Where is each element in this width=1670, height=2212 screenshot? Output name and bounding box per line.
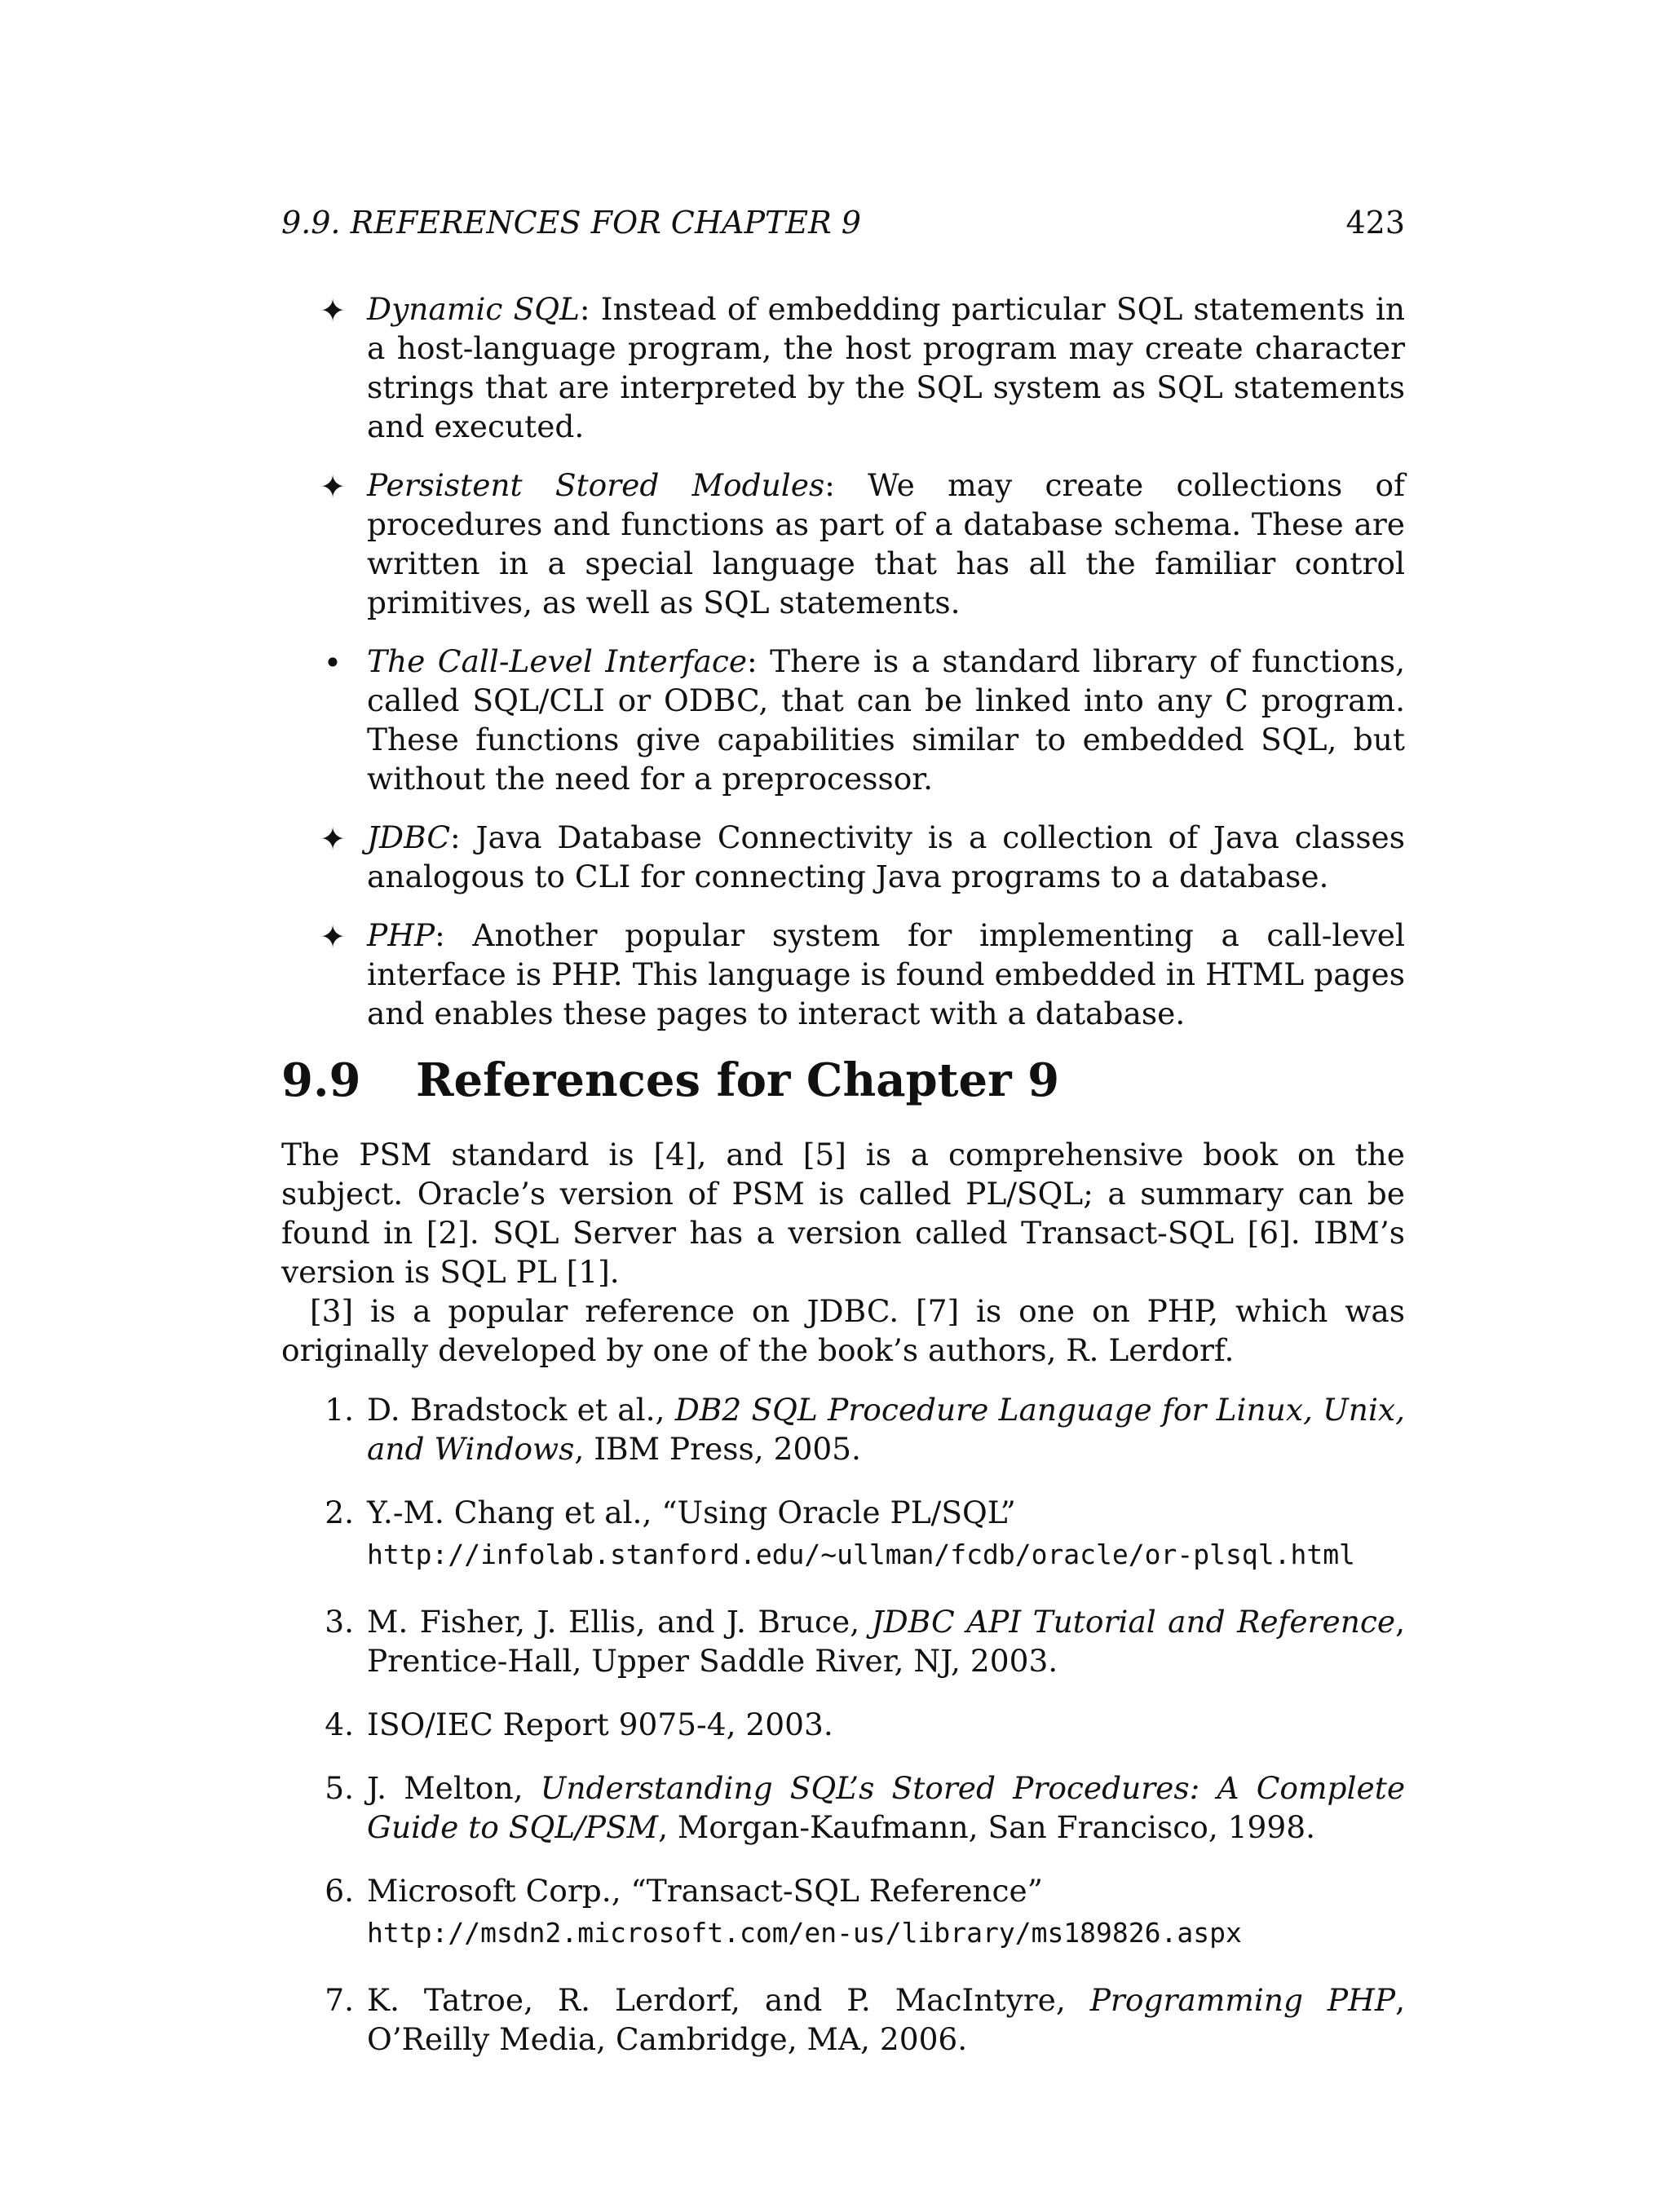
- bullet-term: Persistent Stored Modules: [367, 467, 825, 503]
- reference-authors: J. Melton,: [367, 1770, 541, 1806]
- reference-item: [310, 1602, 1405, 1680]
- section-number: 9.9: [281, 1053, 361, 1107]
- bullet-description: : We may create collections of procedures and functions as part of a database schema. These are written in a special language that has all the familiar control primitives, as well as SQL statements.: [367, 467, 1405, 620]
- reference-publisher: , IBM Press, 2005.: [574, 1431, 861, 1467]
- bullet-item-dynamic-sql: [310, 289, 1405, 446]
- reference-title: Understanding SQL’s Stored Procedures: A Complete Guide to SQL/PSM: [367, 1770, 1406, 1845]
- reference-item: [310, 1493, 1405, 1578]
- reference-item: [310, 1390, 1405, 1468]
- reference-authors: D. Bradstock et al.,: [367, 1392, 675, 1428]
- bullet-item-call-level-interface: [310, 642, 1405, 798]
- bullet-item-php: [310, 916, 1405, 1033]
- reference-authors: ISO/IEC Report 9075-4, 2003.: [367, 1706, 833, 1742]
- bullet-description: : Java Database Connectivity is a collection of Java classes analogous to CLI for connecting Java programs to a database.: [367, 819, 1405, 894]
- summary-bullet-list: [310, 289, 1405, 1053]
- reference-authors: Y.-M. Chang et al., “Using Oracle PL/SQL”: [367, 1495, 1016, 1530]
- reference-title: JDBC API Tutorial and Reference: [871, 1604, 1396, 1640]
- reference-number: 6.: [325, 1873, 354, 1909]
- page-number: 423: [1345, 205, 1405, 241]
- reference-publisher: , Prentice-Hall, Upper Saddle River, NJ, 2003.: [367, 1604, 1405, 1679]
- bullet-marker-icon: ✦: [320, 293, 346, 329]
- section-title: References for Chapter 9: [416, 1053, 1060, 1107]
- bullet-item-persistent-stored-modules: [310, 466, 1405, 622]
- running-head: [281, 202, 1405, 243]
- bullet-term: JDBC: [367, 819, 451, 855]
- bullet-text: [367, 818, 1405, 896]
- body-paragraph: [3] is a popular reference on JDBC. [7] is one on PHP, which was originally developed by one of the book’s authors, R. Lerdorf.: [281, 1293, 1405, 1368]
- bullet-text: [367, 466, 1405, 622]
- bullet-marker-icon: ✦: [320, 919, 346, 955]
- reference-title: DB2 SQL Procedure Language for Linux, Unix, and Windows: [367, 1392, 1406, 1467]
- reference-text: [367, 1705, 1405, 1744]
- bullet-description: : Instead of embedding particular SQL statements in a host-language program, the host program may create character strings that are interpreted by the SQL system as SQL statements and executed.: [367, 291, 1405, 444]
- reference-item: [310, 1871, 1405, 1956]
- running-head-title: 9.9. REFERENCES FOR CHAPTER 9: [281, 205, 861, 241]
- reference-title: Programming PHP: [1089, 1982, 1396, 2018]
- reference-list: [310, 1390, 1405, 2083]
- reference-number: 1.: [325, 1392, 354, 1428]
- bullet-term: The Call-Level Interface: [367, 643, 748, 679]
- bullet-term: Dynamic SQL: [367, 291, 580, 327]
- reference-number: 3.: [325, 1604, 354, 1640]
- reference-number: 5.: [325, 1770, 354, 1806]
- reference-url-link[interactable]: http://infolab.stanford.edu/~ullman/fcdb/oracle/or-plsql.html: [367, 1539, 1355, 1570]
- reference-authors: Microsoft Corp., “Transact-SQL Reference”: [367, 1873, 1043, 1909]
- bullet-description: : Another popular system for implementing a call-level interface is PHP. This language is found embedded in HTML pages and enables these pages to interact with a database.: [367, 917, 1405, 1031]
- bullet-term: PHP: [367, 917, 435, 953]
- reference-number: 4.: [325, 1706, 354, 1742]
- reference-item: [310, 1705, 1405, 1744]
- bullet-marker-icon: ✦: [320, 469, 346, 505]
- body-paragraph: The PSM standard is [4], and [5] is a comprehensive book on the subject. Oracle’s version of PSM is called PL/SQL; a summary can be found in [2]. SQL Server has a version called Transact-SQL [6]. IBM’s version is SQL PL [1].: [281, 1137, 1405, 1290]
- reference-text: [367, 1390, 1405, 1468]
- bullet-description: : There is a standard library of functions, called SQL/CLI or ODBC, that can be linked into any C program. These functions give capabilities similar to embedded SQL, but without the need for a preprocessor.: [367, 643, 1405, 797]
- reference-text: [367, 1980, 1405, 2059]
- reference-item: [310, 1980, 1405, 2059]
- reference-publisher: , Morgan-Kaufmann, San Francisco, 1998.: [658, 1809, 1316, 1845]
- reference-number: 2.: [325, 1495, 354, 1530]
- reference-publisher: , O’Reilly Media, Cambridge, MA, 2006.: [367, 1982, 1405, 2057]
- section-body: [281, 1135, 1405, 1370]
- section-heading: [281, 1052, 1405, 1109]
- reference-text: [367, 1602, 1405, 1680]
- bullet-marker-icon: •: [323, 645, 342, 681]
- bullet-text: [367, 642, 1405, 798]
- reference-authors: M. Fisher, J. Ellis, and J. Bruce,: [367, 1604, 872, 1640]
- reference-url-link[interactable]: http://msdn2.microsoft.com/en-us/library/ms189826.aspx: [367, 1917, 1242, 1949]
- reference-text: [367, 1871, 1405, 1956]
- bullet-item-jdbc: [310, 818, 1405, 896]
- bullet-text: [367, 916, 1405, 1033]
- bullet-marker-icon: ✦: [320, 821, 346, 857]
- reference-number: 7.: [325, 1982, 354, 2018]
- reference-text: [367, 1493, 1405, 1578]
- bullet-text: [367, 289, 1405, 446]
- reference-item: [310, 1768, 1405, 1847]
- reference-text: [367, 1768, 1405, 1847]
- reference-authors: K. Tatroe, R. Lerdorf, and P. MacIntyre,: [367, 1982, 1090, 2018]
